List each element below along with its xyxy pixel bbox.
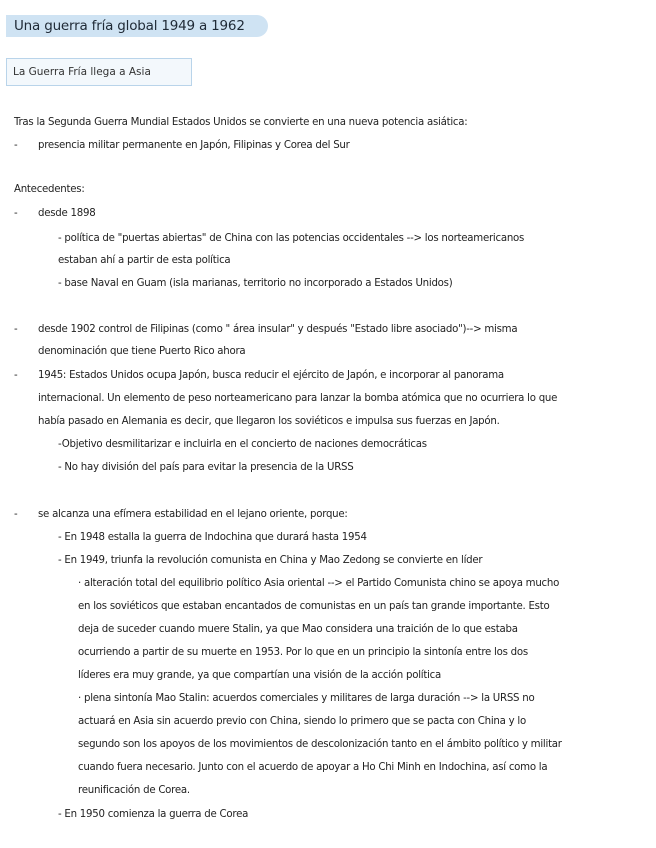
text-line: se alcanza una efímera estabilidad en el lejano oriente, porque: [38, 509, 348, 520]
text-line: desde 1898 [38, 208, 96, 219]
text-line: internacional. Un elemento de peso norteamericano para lanzar la bomba atómica que no ocurriera lo que [38, 393, 558, 404]
text-line: denominación que tiene Puerto Rico ahora [38, 346, 246, 357]
text-line: · plena sintonía Mao Stalin: acuerdos comerciales y militares de larga duración --> la URSS no [78, 693, 535, 704]
text-line: ocurriendo a partir de su muerte en 1953. Por lo que en un principio la sintonía entre los dos [78, 647, 528, 658]
text-line: líderes era muy grande, ya que compartían una visión de la acción política [78, 670, 442, 681]
text-line: deja de suceder cuando muere Stalin, ya que Mao considera una traición de lo que estaba [78, 624, 518, 635]
list-bullet: - [14, 140, 18, 151]
text-line: actuará en Asia sin acuerdo previo con China, siendo lo primero que se pacta con China y lo [78, 716, 526, 727]
text-line: segundo son los apoyos de los movimientos de descolonización tanto en el ámbito político y militar [78, 739, 562, 750]
list-bullet: - [14, 208, 18, 219]
text-line: había pasado en Alemania es decir, que llegaron los soviéticos e impulsa sus fuerzas en Japón. [38, 416, 500, 427]
page-title: Una guerra fría global 1949 a 1962 [6, 15, 268, 37]
text-line: · alteración total del equilibrio político Asia oriental --> el Partido Comunista chino se apoya mucho [78, 578, 560, 589]
list-bullet: - [14, 509, 18, 520]
list-bullet: - [14, 324, 18, 335]
text-line: - política de "puertas abiertas" de China con las potencias occidentales --> los norteamericanos [58, 233, 525, 244]
text-line: - En 1950 comienza la guerra de Corea [58, 809, 249, 820]
text-line: reunificación de Corea. [78, 785, 190, 796]
text-line: Tras la Segunda Guerra Mundial Estados Unidos se convierte en una nueva potencia asiática: [14, 117, 468, 128]
text-line: presencia militar permanente en Japón, Filipinas y Corea del Sur [38, 140, 350, 151]
text-line: cuando fuera necesario. Junto con el acuerdo de apoyar a Ho Chi Minh en Indochina, así como la [78, 762, 548, 773]
text-line: - No hay división del país para evitar la presencia de la URSS [58, 462, 354, 473]
text-line: -Objetivo desmilitarizar e incluirla en el concierto de naciones democráticas [58, 439, 427, 450]
text-line: - En 1948 estalla la guerra de Indochina que durará hasta 1954 [58, 532, 367, 543]
text-line: en los soviéticos que estaban encantados de comunistas en un país tan grande importante. Esto [78, 601, 550, 612]
text-line: - base Naval en Guam (isla marianas, territorio no incorporado a Estados Unidos) [58, 278, 453, 289]
list-bullet: - [14, 370, 18, 381]
text-line: estaban ahí a partir de esta política [58, 255, 231, 266]
text-line: - En 1949, triunfa la revolución comunista en China y Mao Zedong se convierte en líder [58, 555, 483, 566]
section-subtitle: La Guerra Fría llega a Asia [6, 58, 192, 86]
text-line: 1945: Estados Unidos ocupa Japón, busca reducir el ejército de Japón, e incorporar al panorama [38, 370, 504, 381]
text-line: desde 1902 control de Filipinas (como " área insular" y después "Estado libre asociado")--> misma [38, 324, 518, 335]
text-line: Antecedentes: [14, 184, 85, 195]
